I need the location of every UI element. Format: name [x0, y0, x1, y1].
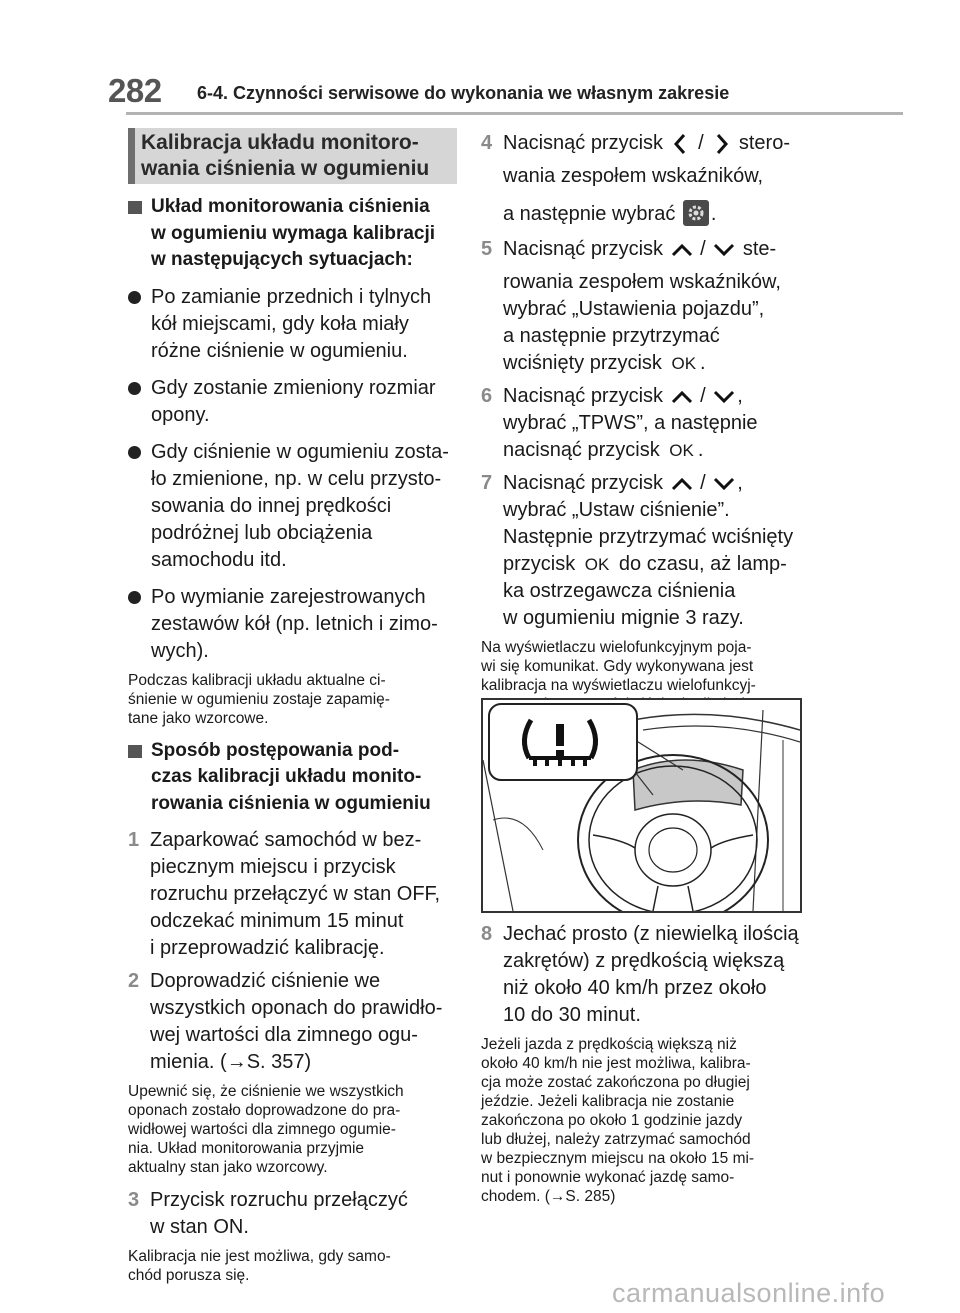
- note-line: kalibracja na wyświetlaczu wielofunkcyj-: [481, 677, 756, 694]
- note-line: Jeżeli jazda z prędkością większą niż: [481, 1036, 737, 1053]
- note-line: Podczas kalibracji układu aktualne ci-: [128, 671, 386, 689]
- list-item-line: Po zamianie przednich i tylnych: [151, 285, 432, 308]
- step-line: mienia. (→S. 357): [150, 1051, 312, 1073]
- step-text: nacisnąć przycisk: [503, 439, 660, 461]
- chevron-down-icon: [711, 388, 737, 406]
- note: [128, 671, 453, 728]
- step-line: wej wartości dla zimnego ogu-: [150, 1024, 418, 1046]
- list-item-line: sowania do innej prędkości: [151, 494, 392, 517]
- note-line: zakończona po około 1 godzinie jazdy: [481, 1112, 743, 1129]
- step-line: wybrać „TPWS”, a następnie: [503, 412, 758, 434]
- note-line: widłowej wartości dla zimnego ogumie-: [128, 1121, 396, 1138]
- step-4: [481, 130, 803, 228]
- list-item: [128, 375, 453, 429]
- step-6: [481, 383, 803, 464]
- step-text: .: [700, 352, 706, 374]
- step-line: a następnie przytrzymać: [503, 325, 720, 347]
- step-3: [128, 1187, 453, 1241]
- subheading: [128, 738, 453, 818]
- list-item-line: Gdy ciśnienie w ogumieniu zosta-: [151, 440, 449, 463]
- step-line: niż około 40 km/h przez około: [503, 977, 767, 999]
- subheading-line: Sposób postępowania pod-: [151, 739, 400, 761]
- separator: /: [700, 238, 706, 260]
- note-line: Upewnić się, że ciśnienie we wszystkich: [128, 1083, 404, 1100]
- step-text: stero-: [738, 132, 790, 154]
- step-text: do czasu, aż lamp-: [618, 553, 787, 575]
- step-line: wybrać „Ustawienia pojazdu”,: [503, 298, 765, 320]
- note: [128, 1247, 453, 1285]
- note-line: śnienie w ogumieniu zostaje zapamię-: [128, 690, 390, 708]
- step-text: ,: [737, 385, 743, 407]
- step-line: piecznym miejscu i przycisk: [150, 856, 396, 878]
- step-text: Nacisnąć przycisk: [503, 132, 664, 154]
- list-item-line: opony.: [151, 403, 210, 426]
- step-line: w stan ON.: [150, 1216, 249, 1238]
- step-line: [503, 551, 793, 578]
- bullet-dot-icon: [128, 446, 141, 459]
- right-column: [481, 130, 803, 743]
- note-line: Kalibracja nie jest możliwa, gdy samo-: [128, 1248, 391, 1265]
- step-line: wszystkich oponach do prawidło-: [150, 997, 443, 1019]
- chevron-up-icon: [669, 388, 695, 406]
- page-number: 282: [108, 72, 162, 109]
- ok-button-icon: OK: [671, 354, 697, 373]
- note-line: nut i ponownie wykonać jazdę samo-: [481, 1169, 735, 1186]
- subheading-line: w ogumieniu wymaga kalibracji: [151, 222, 436, 244]
- step-number: 6: [481, 385, 493, 407]
- step-line: [503, 383, 758, 410]
- step-1: [128, 827, 453, 962]
- step-line: ka ostrzegawcza ciśnienia: [503, 580, 736, 602]
- note-line: oponach zostało doprowadzone do pra-: [128, 1102, 401, 1119]
- step-8: [481, 921, 803, 1029]
- note-line: tane jako wzorcowe.: [128, 709, 269, 727]
- step-number: 8: [481, 923, 493, 945]
- step-2: [128, 968, 453, 1076]
- list-item-line: różne ciśnienie w ogumieniu.: [151, 339, 408, 362]
- list-item-line: ło zmienione, np. w celu przysto-: [151, 467, 442, 490]
- list-item: [128, 439, 453, 574]
- list-item: [128, 584, 453, 665]
- chevron-right-icon: [709, 133, 733, 155]
- note-line: chód porusza się.: [128, 1267, 250, 1284]
- note-line: wi się komunikat. Gdy wykonywana jest: [481, 658, 754, 675]
- subheading-line: czas kalibracji układu monito-: [151, 766, 422, 787]
- chevron-up-icon: [669, 475, 695, 493]
- step-line: odczekać minimum 15 minut: [150, 910, 404, 932]
- step-line: [503, 200, 790, 228]
- step-number: 5: [481, 238, 493, 260]
- step-line: [503, 350, 781, 377]
- step-line: Przycisk rozruchu przełączyć: [150, 1189, 408, 1211]
- list-item-line: zestawów kół (np. letnich i zimo-: [151, 612, 438, 635]
- note-line: około 40 km/h nie jest możliwa, kalibra-: [481, 1055, 751, 1072]
- step-text: .: [697, 439, 704, 461]
- right-column-lower: [481, 921, 803, 1216]
- header-rule: [126, 112, 903, 115]
- list-item-line: wych).: [151, 639, 209, 662]
- note-line: chodem. (→S. 285): [481, 1188, 616, 1205]
- step-line: Jechać prosto (z niewielką ilością: [503, 923, 799, 945]
- chevron-left-icon: [669, 133, 693, 155]
- list-item-line: Po wymianie zarejestrowanych: [151, 585, 426, 608]
- step-number: 3: [128, 1189, 140, 1211]
- chapter-header: 6-4. Czynności serwisowe do wykonania we własnym zakresie: [197, 83, 730, 103]
- tire-pressure-warning-icon: [513, 712, 607, 772]
- step-number: 2: [128, 970, 140, 992]
- step-line: wybrać „Ustaw ciśnienie”.: [503, 499, 730, 521]
- step-line: 10 do 30 minut.: [503, 1004, 641, 1026]
- note-line: nia. Układ monitorowania przyjmie: [128, 1140, 365, 1157]
- list-item-line: Gdy zostanie zmieniony rozmiar: [151, 376, 436, 399]
- step-text: wciśnięty przycisk: [503, 352, 662, 374]
- step-7: [481, 470, 803, 632]
- gear-icon: [683, 200, 709, 226]
- chevron-down-icon: [711, 241, 737, 259]
- note: [128, 1082, 453, 1177]
- list-item-line: kół miejscami, gdy koła miały: [151, 312, 409, 335]
- section-title-line: wania ciśnienia w ogumieniu: [141, 157, 430, 180]
- note-line: Na wyświetlaczu wielofunkcyjnym poja-: [481, 639, 752, 656]
- step-text: Nacisnąć przycisk: [503, 238, 664, 260]
- step-text: ste-: [742, 238, 777, 260]
- subheading-line: Układ monitorowania ciśnienia: [151, 196, 430, 217]
- step-line: i przeprowadzić kalibrację.: [150, 937, 385, 959]
- bullet-dot-icon: [128, 382, 141, 395]
- step-5: [481, 236, 803, 377]
- list-item-line: podróżnej lub obciążenia: [151, 521, 373, 544]
- step-text: przycisk: [503, 553, 576, 575]
- list-item: [128, 284, 453, 365]
- note-line: lub dłużej, należy zatrzymać samochód: [481, 1131, 751, 1148]
- section-title-line: Kalibracja układu monitoro-: [141, 131, 419, 154]
- step-text: .: [710, 203, 717, 225]
- note-line: w bezpiecznym miejscu na około 15 mi-: [481, 1150, 755, 1167]
- step-number: 4: [481, 132, 493, 154]
- chevron-up-icon: [669, 241, 695, 259]
- step-text: Nacisnąć przycisk: [503, 472, 664, 494]
- subheading-line: rowania ciśnienia w ogumieniu: [151, 792, 431, 814]
- subheading: [128, 194, 453, 274]
- step-text: ,: [737, 472, 743, 494]
- section-title: [128, 128, 457, 184]
- bullet-dot-icon: [128, 591, 141, 604]
- note-line: cja może zostać zakończona po długiej: [481, 1074, 750, 1091]
- ok-button-icon: OK: [584, 555, 610, 574]
- chevron-down-icon: [711, 475, 737, 493]
- note-line: jeździe. Jeżeli kalibracja nie zostanie: [481, 1093, 735, 1110]
- square-bullet-icon: [128, 201, 142, 214]
- separator: /: [700, 472, 706, 494]
- ok-button-icon: OK: [669, 441, 694, 460]
- note: [481, 1035, 803, 1206]
- step-line: rozruchu przełączyć w stan OFF,: [150, 883, 441, 905]
- step-line: zakrętów) z prędkością większą: [503, 950, 785, 972]
- step-line: Zaparkować samochód w bez-: [150, 829, 422, 851]
- bullet-dot-icon: [128, 291, 141, 304]
- separator: /: [700, 385, 706, 407]
- step-number: 1: [128, 829, 140, 851]
- dashboard-illustration: [481, 698, 802, 913]
- step-number: 7: [481, 472, 493, 494]
- separator: /: [698, 132, 704, 154]
- step-line: [503, 236, 781, 263]
- step-line: [503, 130, 790, 157]
- footer-watermark-url: carmanualsonline.info: [612, 1278, 886, 1308]
- step-line: [503, 437, 758, 464]
- step-text: Nacisnąć przycisk: [503, 385, 664, 407]
- step-line: w ogumieniu mignie 3 razy.: [503, 607, 744, 629]
- step-line: Następnie przytrzymać wciśnięty: [503, 526, 794, 548]
- note-line: aktualny stan jako wzorcowy.: [128, 1159, 328, 1176]
- left-column: [128, 194, 453, 1295]
- step-line: [503, 470, 793, 497]
- step-line: rowania zespołem wskaźników,: [503, 271, 781, 293]
- subheading-line: w następujących sytuacjach:: [151, 249, 413, 270]
- step-text: a następnie wybrać: [503, 203, 676, 225]
- step-line: Doprowadzić ciśnienie we: [150, 970, 381, 992]
- square-bullet-icon: [128, 745, 142, 758]
- list-item-line: samochodu itd.: [151, 548, 287, 571]
- step-line: wania zespołem wskaźników,: [503, 165, 764, 187]
